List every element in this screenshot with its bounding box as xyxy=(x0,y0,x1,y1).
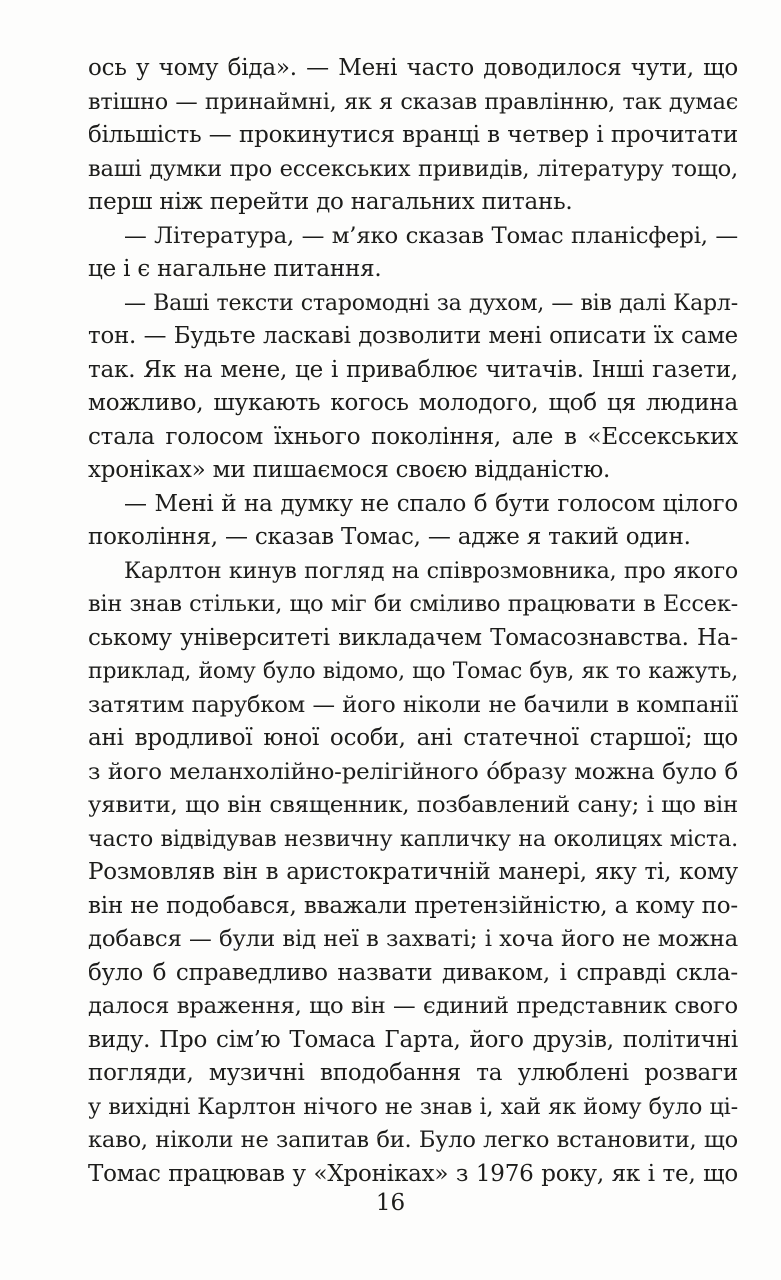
text-line: приклад, йому було відомо, що Томас був, як то кажуть, xyxy=(88,659,738,684)
text-line: більшість — прокинутися вранці в четвер і прочитати xyxy=(88,122,738,148)
paragraph xyxy=(88,287,738,488)
text-line: це і є нагальне питання. xyxy=(88,256,382,282)
text-line: Карлтон кинув погляд на співрозмовника, про якого xyxy=(124,557,738,584)
paragraph xyxy=(88,488,738,555)
text-line: перш ніж перейти до нагальних питань. xyxy=(88,189,573,215)
text-line: покоління, — сказав Томас, — адже я такий один. xyxy=(88,524,691,550)
text-line: він не подобався, вважали претензійністю, а кому по- xyxy=(88,892,738,919)
text-line: каво, ніколи не запитав би. Було легко встановити, що xyxy=(88,1127,738,1153)
text-line: далося враження, що він — єдиний представник свого xyxy=(88,993,738,1019)
text-line: ському університеті викладачем Томасознавства. На- xyxy=(88,624,738,651)
text-line: — Мені й на думку не спало б бути голосом цілого xyxy=(124,490,738,517)
text-line: добався — були від неї в захваті; і хоча його не можна xyxy=(88,926,738,952)
text-line: хроніках» ми пишаємося своєю відданістю. xyxy=(88,457,611,483)
text-line: — Ваші тексти старомодні за духом, — вів далі Карл- xyxy=(124,290,738,316)
text-line: ані вродливої юної особи, ані статечної старшої; що xyxy=(88,725,738,751)
text-line: часто відвідував незвичну капличку на околицях міста. xyxy=(88,825,738,852)
body-text xyxy=(88,52,738,1191)
paragraph xyxy=(88,555,738,1192)
text-line: ось у чому біда». — Мені часто доводилося чути, що xyxy=(88,55,738,81)
paragraph xyxy=(88,220,738,287)
text-line: затятим парубком — його ніколи не бачили в компанії xyxy=(88,691,738,718)
text-line: тон. — Будьте ласкаві дозволити мені описати їх саме xyxy=(88,323,738,349)
text-line: можливо, шукають когось молодого, щоб ця людина xyxy=(88,390,738,416)
text-line: погляди, музичні вподобання та улюблені розваги xyxy=(88,1060,738,1086)
text-line: так. Як на мене, це і приваблює читачів. Інші газети, xyxy=(88,356,738,383)
text-line: стала голосом їхнього покоління, але в «Ессекських xyxy=(88,423,738,450)
text-line: ваші думки про ессекських привидів, літературу тощо, xyxy=(88,155,738,182)
text-line: Томас працював у «Хроніках» з 1976 року, як і те, що xyxy=(88,1160,738,1187)
text-line: було б справедливо назвати диваком, і справді скла- xyxy=(88,959,738,986)
text-line: виду. Про сім’ю Томаса Гарта, його друзів, політичні xyxy=(88,1026,738,1053)
text-line: втішно — принаймні, як я сказав правлінню, так думає xyxy=(88,88,738,115)
text-line: з його меланхолійно-релігійного óбразу можна було б xyxy=(88,758,738,785)
paragraph xyxy=(88,52,738,220)
text-line: у вихідні Карлтон нічого не знав і, хай як йому було ці- xyxy=(88,1093,738,1120)
text-line: Розмовляв він в аристократичній манері, яку ті, кому xyxy=(88,859,738,885)
text-line: уявити, що він священник, позбавлений сану; і що він xyxy=(88,792,738,818)
page-number: 16 xyxy=(375,1190,406,1216)
text-line: — Література, — м’яко сказав Томас планісфері, — xyxy=(124,222,738,249)
text-line: він знав стільки, що міг би сміливо працювати в Ессек- xyxy=(88,591,738,617)
